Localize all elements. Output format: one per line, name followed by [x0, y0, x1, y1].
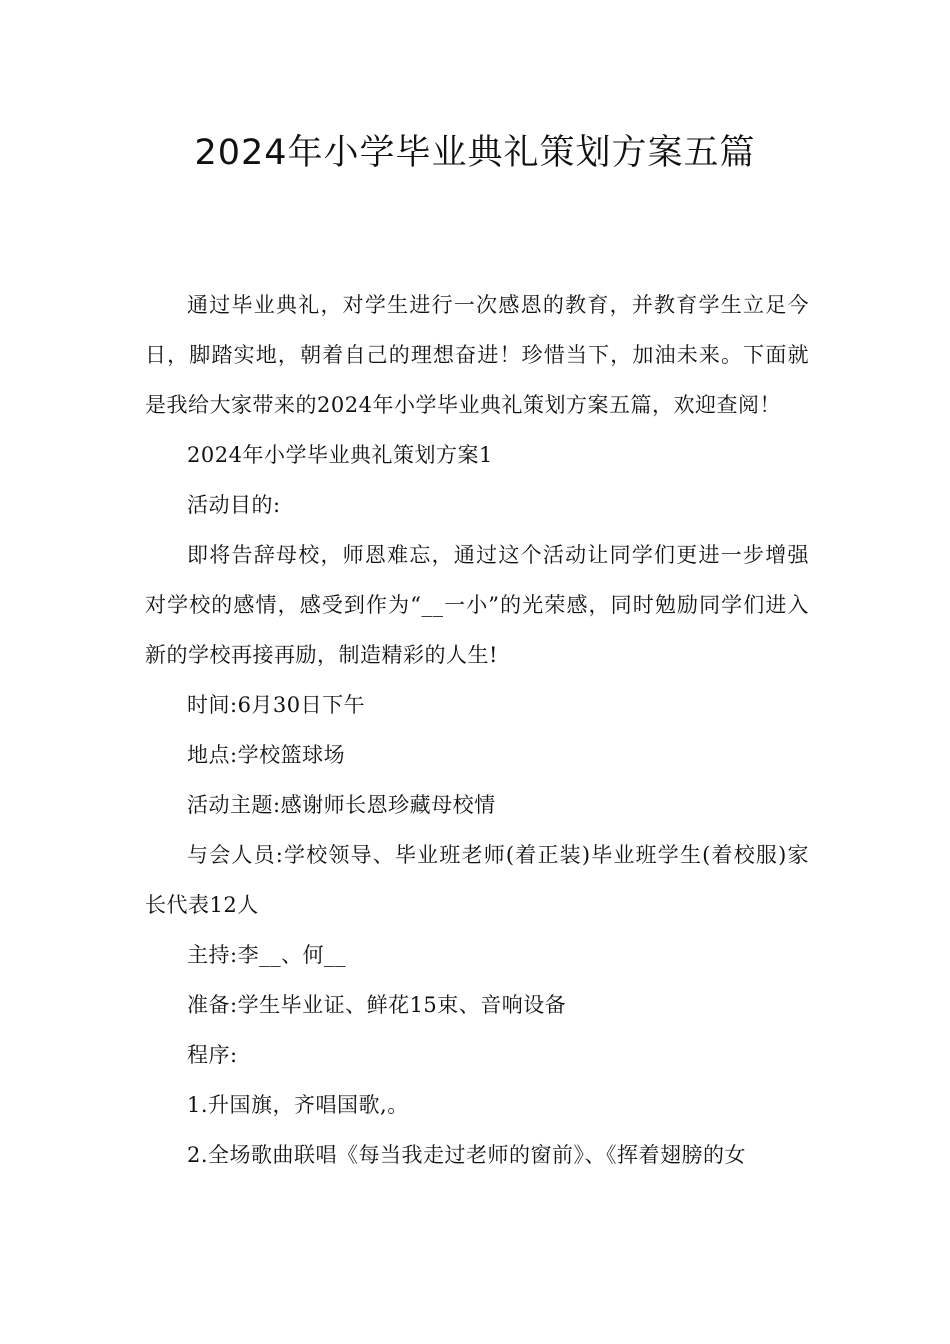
document-body [145, 280, 809, 1180]
section-heading: 2024年小学毕业典礼策划方案1 [187, 443, 493, 467]
preparation-line: 准备:学生毕业证、鲜花15束、音响设备 [187, 993, 567, 1017]
location-line: 地点:学校篮球场 [187, 743, 346, 767]
activity-purpose-label: 活动目的: [187, 493, 281, 517]
document-title: 2024年小学毕业典礼策划方案五篇 [194, 133, 756, 173]
time-line: 时间:6月30日下午 [187, 693, 366, 717]
activity-purpose-text: 即将告辞母校，师恩难忘，通过这个活动让同学们更进一步增强对学校的感情，感受到作为“__一小”的光荣感，同时勉励同学们进入新的学校再接再励，制造精彩的人生! [145, 543, 809, 667]
procedure-step-2: 2.全场歌曲联唱《每当我走过老师的窗前》、《挥着翅膀的女 [187, 1143, 747, 1167]
intro-paragraph: 通过毕业典礼，对学生进行一次感恩的教育，并教育学生立足今日，脚踏实地，朝着自己的理想奋进！珍惜当下，加油未来。下面就是我给大家带来的2024年小学毕业典礼策划方案五篇，欢迎查阅！ [145, 293, 809, 417]
theme-line: 活动主题:感谢师长恩珍藏母校情 [187, 793, 496, 817]
procedure-label: 程序: [187, 1043, 238, 1067]
procedure-step-1: 1.升国旗，齐唱国歌,。 [187, 1093, 409, 1117]
attendees-line: 与会人员:学校领导、毕业班老师(着正装)毕业班学生(着校服)家长代表12人 [145, 843, 809, 917]
host-line: 主持:李__、何__ [187, 943, 347, 967]
